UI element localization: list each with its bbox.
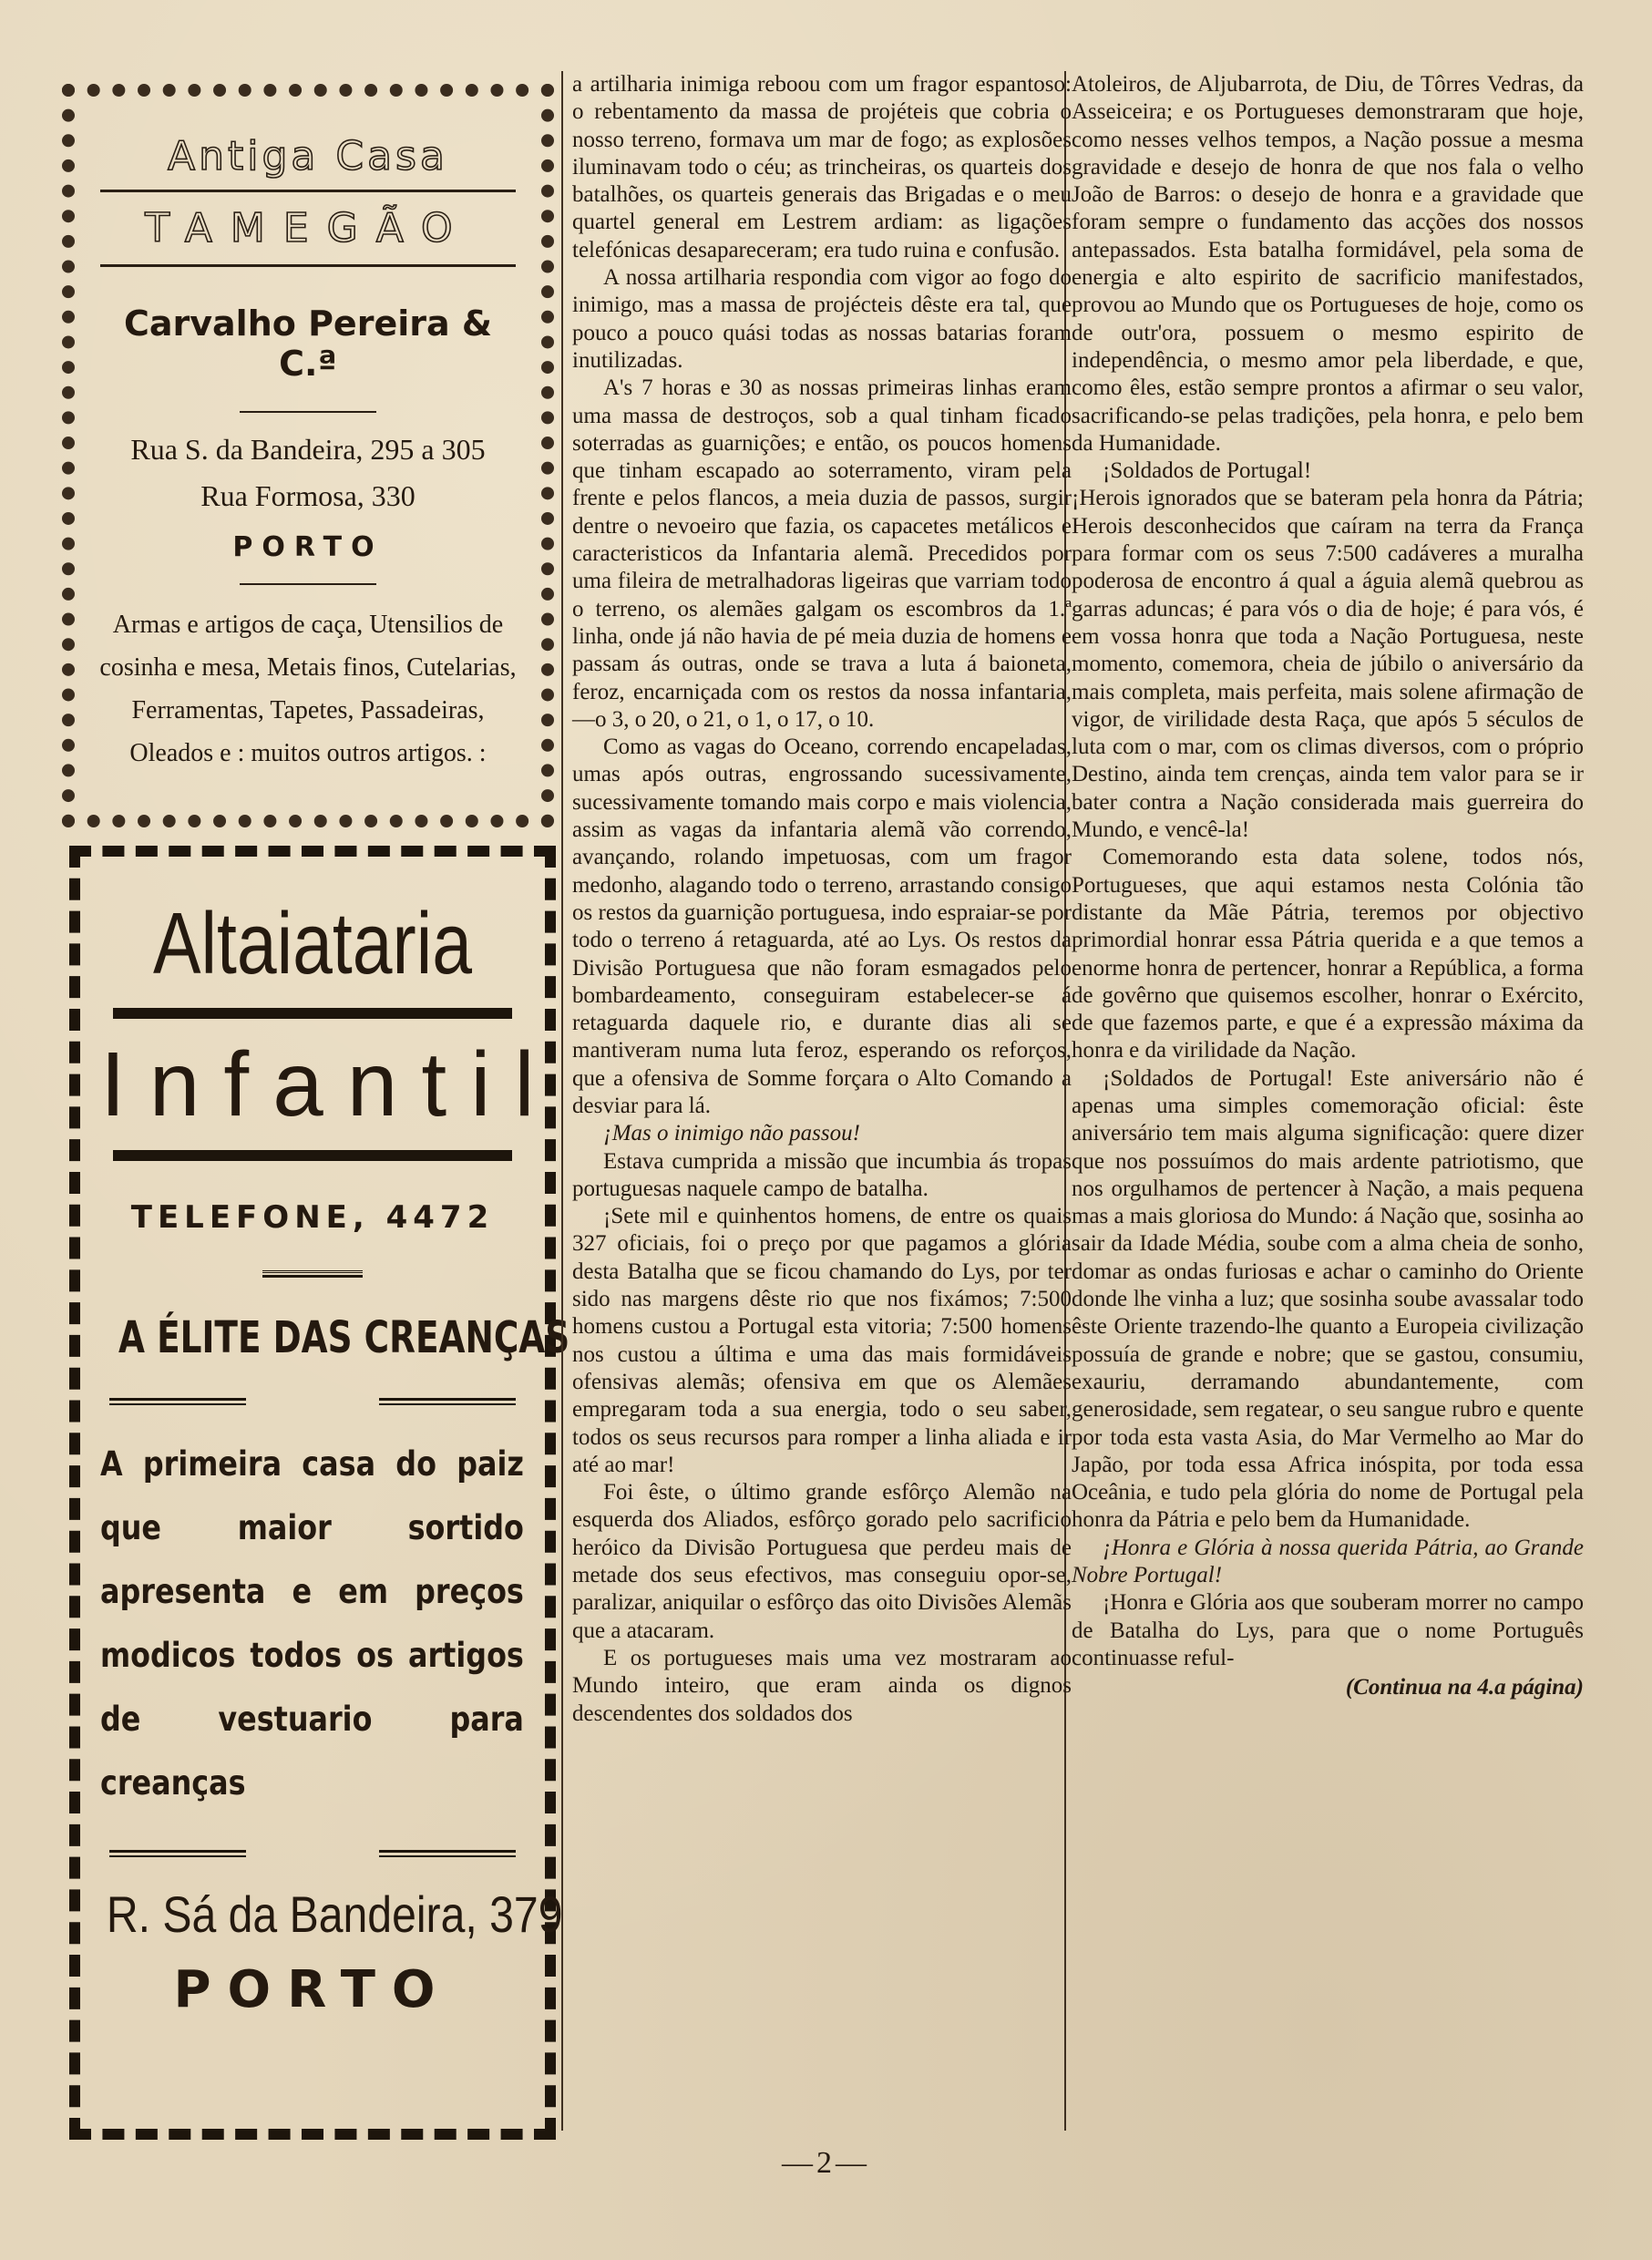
divider-pair (109, 1850, 516, 1857)
ad-altaiataria-telephone: TELEFONE, 4472 (130, 1199, 495, 1236)
paragraph: ¡Herois ignorados que se bateram pela honra da Pátria; Herois desconhecidos que caíram na terra da França para formar com os seus 7:500 cadáveres a muralha poderosa de encontro á qual a águia alemã quebrou as garras aduncas; é para vós o dia de hoje; é para vós, é em vossa honra que toda a Nação Portuguesa, neste momento, comemora, cheia de júbilo o aniversário da mais completa, mais perfeita, mais solene afirmação de vigor, de virilidade desta Raça, que após 5 séculos de luta com o mar, com os climas diversos, com o próprio Destino, ainda tem crenças, ainda tem valor para se ir bater contra a Nação considerada mais guerreira do Mundo, e vencê-la! (1072, 486, 1584, 843)
divider (240, 583, 376, 585)
divider (100, 190, 516, 192)
paragraph: Comemorando esta data solene, todos nós, Portugueses, que aqui estamos nesta Colónia tão distante da Mãe Pátria, teremos por objectivo primordial honrar essa Pátria querida e a que temos a enorme honra de pertencer, honrar a República, a forma de govêrno que quisemos escolher, honrar o Exército, de que fazemos parte, e que é a expressão máxima da honra e da virilidade da Nação. (1072, 845, 1584, 1063)
paragraph: Como as vagas do Oceano, correndo encapeladas, umas após outras, engrossando sucessivamente, sucessivamente tomando mais corpo e mais violencia, assim as vagas da infantaria alemã vão correndo, avançando, rolando impetuosas, com um fragor medonho, alagando todo o terreno, arrastando consigo os restos da guarnição portuguesa, indo espraiar-se por todo o terreno á retaguarda, até ao Lys. Os restos da Divisão Portuguesa que não foram esmagados pelo bombardeamento, conseguiram estabelecer-se á retaguarda daquele rio, e durante dias ali se mantiveram numa luta feroz, esperando os reforços, que a ofensiva de Somme forçara o Alto Comando a desviar para lá. (572, 734, 1072, 1118)
divider (113, 1150, 512, 1161)
paragraph: A nossa artilharia respondia com vigor ao fogo do inimigo, mas a massa de projécteis dêste era tal, que pouco a pouco quási todas as nossas batarias foram inutilizadas. (572, 265, 1072, 373)
ad-altaiataria-name1: Altaiataria (152, 895, 473, 992)
divider-pair (109, 1398, 516, 1405)
paragraph: ¡Honra e Glória à nossa querida Pátria, ao Grande Nobre Portugal! (1072, 1535, 1584, 1588)
ad-tamegao-title2: TAMEGÃO (145, 205, 471, 252)
column-rule (561, 71, 563, 2131)
paragraph: ¡Sete mil e quinhentos homens, de entre os quais 327 oficiais, foi o preço por que pagamos a glória desta Batalha que se ficou chamando do Lys, por ter sido nas margens dêste rio que nos fixámos; 7:500 homens custou a Portugal esta vitoria; 7:500 homens nos custou a última e uma das mais formidáveis ofensivas alemãs; ofensiva em que os Alemães empregaram toda a sua energia, todo o seu saber, todos os seus recursos para romper a linha aliada e ir até ao mar! (572, 1204, 1072, 1477)
paragraph: ¡Soldados de Portugal! (1103, 458, 1312, 484)
article-column-3 (1072, 71, 1584, 1702)
paragraph: a artilharia inimiga reboou com um fragor espantoso: o rebentamento da massa de projéteis que cobria o nosso terreno, formava um mar de fogo; as explosões iluminavam todo o céu; as trincheiras, os quarteis dos batalhões, os quarteis generais das Brigadas e o meu quartel general em Lestrem ardiam: as ligações telefónicas desapareceram; era tudo ruina e confusão. (572, 72, 1072, 262)
ad-tamegao-firm: Carvalho Pereira & C.ª (123, 303, 492, 384)
paragraph: Estava cumprida a missão que incumbia ás tropas portuguesas naquele campo de batalha. (572, 1148, 1072, 1201)
divider (113, 1008, 512, 1019)
ad-altaiataria (69, 846, 570, 2140)
divider (240, 411, 376, 413)
divider (262, 1270, 363, 1278)
continuation-note: (Continua na 4.a página) (1345, 1675, 1584, 1700)
ad-altaiataria-name2: Infantil (100, 1033, 559, 1135)
paragraph: ¡Honra e Glória aos que souberam morrer no campo de Batalha do Lys, para que o nome Português continuasse reful- (1072, 1590, 1584, 1670)
ad-tamegao (62, 84, 554, 827)
ad-tamegao-title1: Antiga Casa (168, 133, 448, 180)
page-number: —2— (782, 2146, 870, 2180)
ad-tamegao-address2: Rua Formosa, 330 (200, 478, 416, 512)
ad-altaiataria-slogan: A ÉLITE DAS CREANÇAS (118, 1312, 570, 1363)
ad-tamegao-description: Armas e artigos de caça, Utensilios de cosinha e mesa, Metais finos, Cutelarias, Ferramentas, Tapetes, Passadeiras, Oleados e : muitos outros artigos. : (99, 610, 517, 767)
article-column-2 (572, 71, 1072, 1728)
ad-altaiataria-pitch: A primeira casa do paiz que maior sortido apresenta e em preços modicos todos os artigos de vestuario para creanças (100, 1444, 524, 1803)
paragraph: Atoleiros, de Aljubarrota, de Diu, de Tôrres Vedras, da Asseiceira; e os Portugueses demonstraram que hoje, como nesses velhos tempos, a Nação possue a mesma gravidade e desejo de honra de que nos fala o velho João de Barros: o desejo de honra e a gravidade que foram sempre o fundamento das acções dos nossos antepassados. Esta batalha formidável, pela soma de energia e alto espirito de sacrificio manifestados, provou ao Mundo que os Portugueses de hoje, como os de outr'ora, possuem o mesmo espirito de independência, o mesmo amor pela liberdade, e que, como êles, estão sempre prontos a afirmar o seu valor, sacrificando-se pelas tradições, pela honra, e pelo bem da Humanidade. (1072, 72, 1584, 456)
paragraph: ¡Mas o inimigo não passou! (603, 1121, 860, 1146)
paragraph: Foi êste, o último grande esfôrço Alemão na esquerda dos Aliados, esfôrço gorado pelo sacrificio heróico da Divisão Portuguesa que perdeu mais de metade dos seus efectivos, mas conseguiu opor-se, paralizar, aniquilar o esfôrço das oito Divisões Alemãs que a atacaram. (572, 1480, 1072, 1643)
ad-tamegao-city: PORTO (232, 530, 384, 563)
ad-tamegao-address1: Rua S. da Bandeira, 295 a 305 (130, 432, 486, 466)
paragraph: ¡Soldados de Portugal! Este aniversário não é apenas uma simples comemoração oficial: êste aniversário tem mais alguma significação: quere dizer que nos possuímos do mais ardente patriotismo, que nos orgulhamos de pertencer à Nação, a mais pequena mas a mais gloriosa do Mundo: á Nação que, sosinha ao sair da Idade Média, soube com a alma cheia de sonho, domar as ondas furiosas e achar o caminho do Oriente donde lhe vinha a luz; que sosinha soube avassalar todo êste Oriente trazendo-lhe quanto a Europeia civilização possuía de grande e nobre; que se gastou, consumiu, exauriu, derramando abundantemente, com generosidade, sem regatear, o seu sangue rubro e quente por toda esta vasta Asia, do Mar Vermelho ao Mar do Japão, por toda essa Africa inóspita, por toda essa Oceânia, e tudo pela glória do nome de Portugal pela honra da Pátria e pelo bem da Humanidade. (1072, 1065, 1584, 1533)
paragraph: E os portugueses mais uma vez mostraram ao Mundo inteiro, que eram ainda os dignos descendentes dos soldados dos (572, 1645, 1072, 1726)
divider (100, 264, 516, 267)
paragraph: A's 7 horas e 30 as nossas primeiras linhas eram uma massa de destroços, sob a qual tinham ficado soterradas as guarnições; e então, os poucos homens que tinham escapado ao soterramento, viram pela frente e pelos flancos, a meia duzia de passos, surgir dentre o nevoeiro que fazia, os capacetes metálicos e caracteristicos da Infantaria alemã. Precedidos por uma fileira de metralhadoras ligeiras que varriam todo o terreno, os alemães galgam os escombros da 1.ª linha, onde já não havia de pé meia duzia de homens e passam ás outras, onde se trava a luta á baioneta, feroz, encarniçada com os restos da nossa infantaria,—o 3, o 20, o 21, o 1, o 17, o 10. (572, 375, 1072, 732)
ad-altaiataria-city: PORTO (173, 1960, 452, 2019)
ad-altaiataria-street: R. Sá da Bandeira, 379 (106, 1885, 563, 1943)
